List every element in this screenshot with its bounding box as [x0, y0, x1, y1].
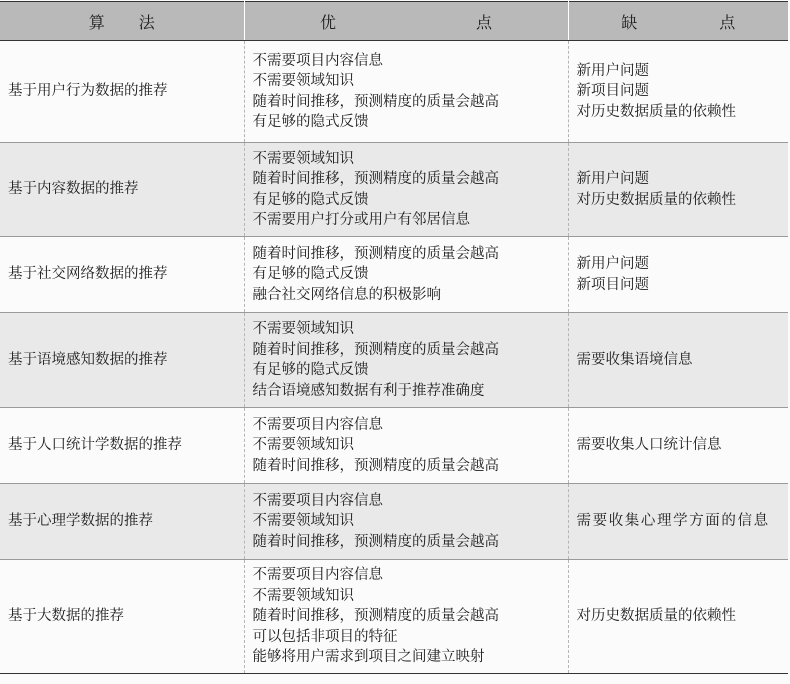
advantage-item: 有足够的隐式反馈: [252, 266, 369, 283]
algorithm-cell: 基于人口统计学数据的推荐: [0, 408, 244, 484]
algorithm-cell: 基于心理学数据的推荐: [0, 484, 244, 560]
header-algorithm-char-1: 算: [88, 12, 105, 32]
algorithm-cell: 基于内容数据的推荐: [0, 143, 244, 237]
advantage-item: 不需要项目内容信息: [252, 52, 383, 69]
advantages-cell: [244, 484, 568, 560]
header-algorithm: [0, 2, 244, 41]
algorithm-cell: 基于社交网络数据的推荐: [0, 237, 244, 313]
disadvantage-item: 需要收集人口统计信息: [576, 437, 722, 454]
disadvantage-item: 需要收集语境信息: [576, 351, 693, 368]
disadvantage-item: 新用户问题: [576, 62, 649, 79]
advantage-item: 随着时间推移，预测精度的质量会越高: [252, 533, 499, 550]
advantages-cell: [244, 408, 568, 484]
disadvantages-cell: [568, 41, 788, 143]
advantage-item: 不需要领域知识: [252, 437, 354, 454]
advantage-item: 随着时间推移，预测精度的质量会越高: [252, 457, 499, 474]
disadvantage-item: 新项目问题: [576, 83, 649, 100]
disadvantage-item: 新项目问题: [576, 276, 649, 293]
table-row: [0, 484, 788, 560]
advantage-item: 随着时间推移，预测精度的质量会越高: [252, 245, 499, 262]
header-disadvantages: [568, 2, 788, 41]
advantage-item: 结合语境感知数据有利于推荐准确度: [252, 382, 485, 399]
table-row: [0, 560, 788, 674]
disadvantage-item: 需要收集心理学方面的信息: [576, 513, 770, 530]
disadvantage-item: 对历史数据质量的依赖性: [576, 103, 736, 120]
advantage-item: 随着时间推移，预测精度的质量会越高: [252, 93, 499, 110]
advantage-item: 不需要领域知识: [252, 150, 354, 167]
algorithm-cell: 基于用户行为数据的推荐: [0, 41, 244, 143]
header-algorithm-char-2: 法: [138, 12, 155, 32]
advantage-item: 随着时间推移，预测精度的质量会越高: [252, 171, 499, 187]
disadvantages-cell: [568, 237, 788, 313]
header-advantages: [244, 2, 568, 41]
table-body: [0, 41, 788, 674]
header-row: [0, 2, 788, 41]
advantages-cell: [244, 560, 568, 674]
advantage-item: 有足够的隐式反馈: [252, 114, 369, 130]
advantage-item: 可以包括非项目的特征: [252, 628, 398, 645]
advantage-item: 有足够的隐式反馈: [252, 191, 369, 208]
advantage-item: 融合社交网络信息的积极影响: [252, 286, 441, 303]
algorithm-cell: 基于大数据的推荐: [0, 560, 244, 674]
advantage-item: 能够将用户需求到项目之间建立映射: [252, 649, 485, 666]
disadvantage-item: 新用户问题: [576, 256, 649, 272]
advantage-item: 不需要项目内容信息: [252, 567, 383, 584]
advantage-item: 不需要用户打分或用户有邻居信息: [252, 212, 470, 228]
advantage-item: 不需要领域知识: [252, 321, 354, 337]
advantage-item: 不需要领域知识: [252, 587, 354, 604]
disadvantages-cell: [568, 143, 788, 237]
disadvantage-item: 对历史数据质量的依赖性: [576, 191, 736, 208]
table-header: [0, 2, 788, 41]
disadvantage-item: 新用户问题: [576, 171, 649, 187]
advantage-item: 随着时间推移，预测精度的质量会越高: [252, 341, 499, 358]
advantage-item: 不需要项目内容信息: [252, 416, 383, 433]
table-row: [0, 408, 788, 484]
table-row: [0, 143, 788, 237]
advantage-item: 不需要领域知识: [252, 73, 354, 89]
disadvantages-cell: [568, 484, 788, 560]
advantage-item: 随着时间推移，预测精度的质量会越高: [252, 608, 499, 625]
advantage-item: 不需要项目内容信息: [252, 492, 383, 509]
disadvantage-item: 对历史数据质量的依赖性: [576, 608, 736, 625]
advantages-cell: [244, 143, 568, 237]
table-row: [0, 41, 788, 143]
algorithm-cell: 基于语境感知数据的推荐: [0, 313, 244, 408]
advantage-item: 不需要领域知识: [252, 513, 354, 530]
comparison-table: [0, 1, 788, 674]
advantages-cell: [244, 41, 568, 143]
advantages-cell: [244, 313, 568, 408]
disadvantages-cell: [568, 408, 788, 484]
disadvantages-cell: [568, 560, 788, 674]
header-disadvantages-char-2: 点: [719, 12, 736, 32]
advantages-cell: [244, 237, 568, 313]
header-disadvantages-char-1: 缺: [621, 12, 638, 32]
advantage-item: 有足够的隐式反馈: [252, 362, 369, 378]
header-advantages-char-1: 优: [319, 12, 336, 32]
table-row: [0, 237, 788, 313]
disadvantages-cell: [568, 313, 788, 408]
header-advantages-char-2: 点: [475, 12, 492, 32]
table-row: [0, 313, 788, 408]
